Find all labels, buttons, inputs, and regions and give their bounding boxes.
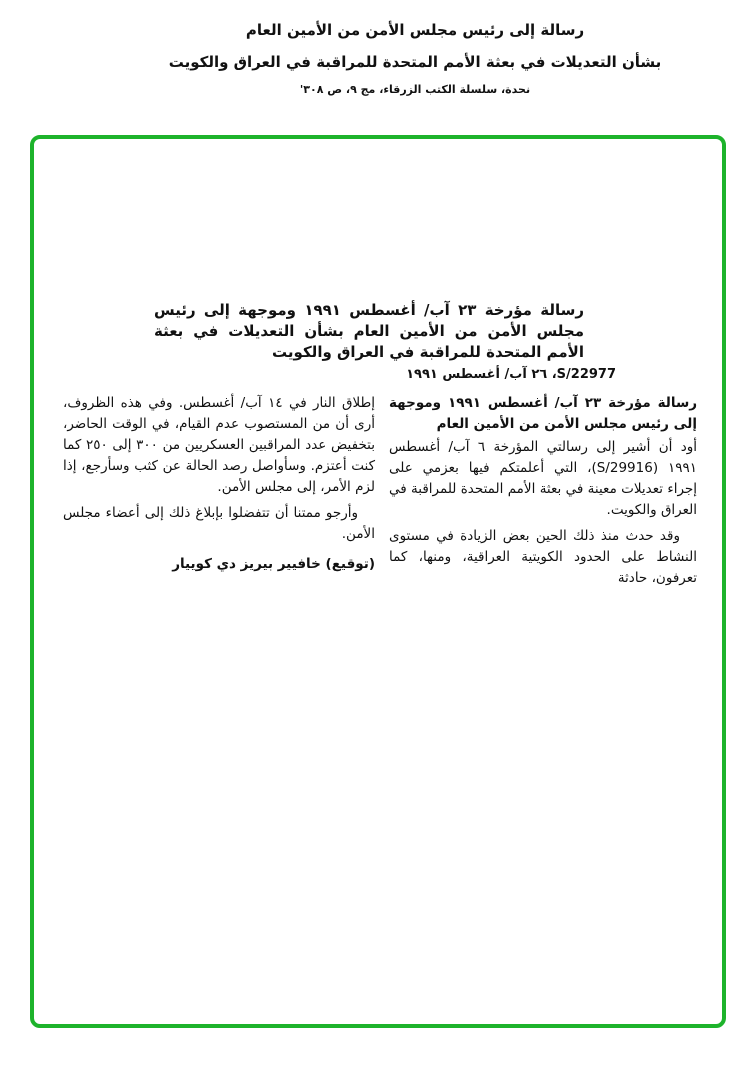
header-citation: نحدة، سلسلة الكتب الزرقاء، مج ٩، ص ٣٠٨' [299, 83, 531, 96]
document-reference-date: S/22977، ٢٦ آب/ أغسطس ١٩٩١ [406, 367, 616, 382]
document-frame [30, 135, 726, 1028]
letter-paragraph-4: وأرجو ممتنا أن تتفضلوا بإبلاغ ذلك إلى أعضاء مجلس الأمن. [63, 505, 375, 542]
page-header [90, 20, 740, 97]
text-column-left [63, 393, 375, 575]
letter-paragraph-1: أود أن أشير إلى رسالتي المؤرخة ٦ آب/ أغسطس ١٩٩١ (S/29916)، التي أعلمتكم فيها بعزمي على إجراء تعديلات معينة في بعثة الأمم المتحدة للمراقبة في العراق والكويت. [389, 439, 697, 518]
header-title-line2: بشأن التعديلات في بعثة الأمم المتحدة للمراقبة في العراق والكويت [168, 53, 662, 71]
document-title: رسالة مؤرخة ٢٣ آب/ أغسطس ١٩٩١ وموجهة إلى رئيس مجلس الأمن من الأمين العام بشأن التعديلات في بعثة الأمم المتحدة للمراقبة في العراق والكويت [154, 301, 584, 361]
signature-line: (توقيع) خافيير بيريز دي كوييار [172, 556, 375, 572]
header-title-line1: رسالة إلى رئيس مجلس الأمن من الأمين العام [245, 21, 585, 39]
letter-paragraph-2: وقد حدث منذ ذلك الحين بعض الزيادة في مستوى النشاط على الحدود الكويتية العراقية، ومنها، كما تعرفون، حادثة [389, 528, 697, 586]
letter-paragraph-3: إطلاق النار في ١٤ آب/ أغسطس. وفي هذه الظروف، أرى أن من المستصوب عدم القيام، في الوقت الحاضر، بتخفيض عدد المراقبين العسكريين من ٣٠٠ إلى ٢٥٠ كما كنت أعتزم. وسأواصل رصد الحالة عن كثب وسأرجع، إذا لزم الأمر، إلى مجلس الأمن. [63, 395, 375, 495]
text-column-right [389, 393, 697, 594]
letter-subject-heading: رسالة مؤرخة ٢٣ آب/ أغسطس ١٩٩١ وموجهة إلى رئيس مجلس الأمن من الأمين العام [389, 395, 697, 432]
